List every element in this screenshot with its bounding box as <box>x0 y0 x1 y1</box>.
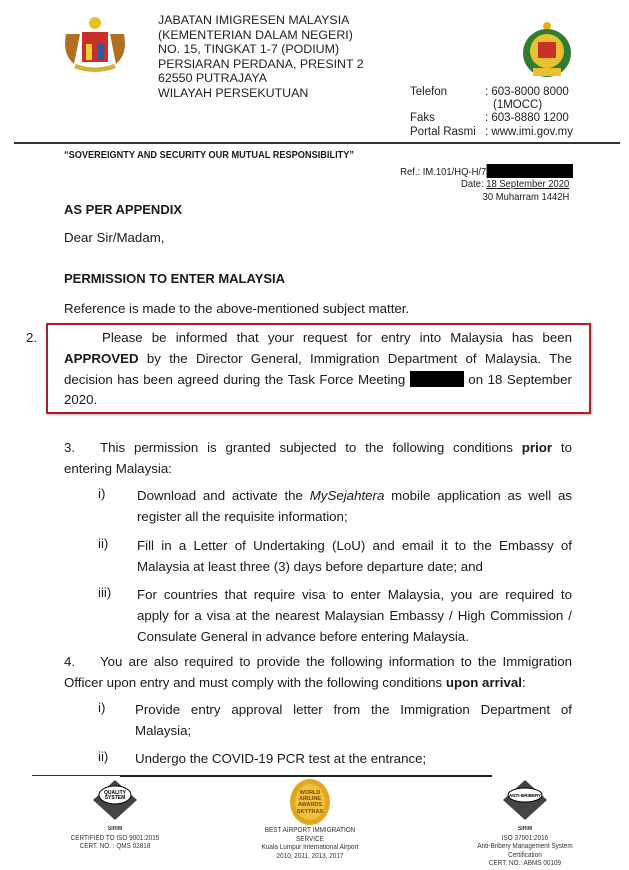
skytrax-award-medal <box>289 778 331 826</box>
reference-number <box>400 164 573 178</box>
text: on 18 September 2020. <box>64 371 572 408</box>
contact-label <box>410 99 485 112</box>
text: For countries that require visa to enter Malaysia, you are required to apply for a visa at the nearest Malaysian Embassy / High Commission / Consulate General in advance before entering Malaysia. <box>137 587 572 644</box>
svg-text:QUALITY: QUALITY <box>104 790 126 796</box>
paragraph-number: 2. <box>26 330 38 345</box>
paragraph-number: 3. <box>64 440 76 455</box>
cert-line: CERT. NO.: ABMS 00109 <box>488 858 562 867</box>
address-line: (KEMENTERIAN DALAM NEGERI) <box>158 27 353 42</box>
svg-text:ANTI-BRIBERY: ANTI-BRIBERY <box>508 793 542 798</box>
malaysia-coat-of-arms-logo <box>60 14 130 76</box>
text: : <box>521 674 526 690</box>
cert-line: ISO 37001:2016 <box>501 832 549 842</box>
text: to entering Malaysia: <box>64 440 572 476</box>
sender-address <box>158 13 364 101</box>
text: This permission is granted subjected to the following conditions <box>100 440 522 455</box>
approved-text: APPROVED <box>64 350 139 366</box>
award-line: Kuala Lumpur International Airport <box>261 842 359 851</box>
upon-arrival-text: upon arrival <box>445 674 522 690</box>
item-number: i) <box>98 486 106 501</box>
text: Download and activate the <box>137 488 310 503</box>
subject-heading: PERMISSION TO ENTER MALAYSIA <box>64 271 286 286</box>
skytrax-badge-text: WORLD AIRLINE AWARDS SKYTRAX <box>296 790 324 815</box>
contact-label: Faks <box>410 112 435 125</box>
date-label: Date: <box>460 178 486 190</box>
anti-bribery-badge-icon <box>503 780 547 820</box>
contact-label: Telefon <box>410 86 448 98</box>
skytrax-award <box>240 778 380 860</box>
addressee: AS PER APPENDIX <box>64 202 182 217</box>
redaction <box>487 164 573 178</box>
iso-9001-certification <box>60 780 170 851</box>
quality-system-badge-icon <box>93 780 137 820</box>
date-value: 18 September 2020 <box>485 178 569 190</box>
org: SIRIM <box>107 826 123 832</box>
condition-item <box>98 536 572 578</box>
immigration-department-logo <box>518 20 576 80</box>
cert-line: Anti-Bribery Management System Certification <box>477 841 573 859</box>
paragraph-4 <box>64 652 572 694</box>
address-line: PERSIARAN PERDANA, PRESINT 2 <box>158 56 364 71</box>
svg-text:SYSTEM: SYSTEM <box>104 795 126 801</box>
item-number: ii) <box>98 536 109 551</box>
fax-value: : 603-8880 1200 <box>485 112 569 125</box>
address-line: WILAYAH PERSEKUTUAN <box>158 85 309 100</box>
iso-37001-certification <box>460 780 590 868</box>
org: SIRIM <box>517 826 533 832</box>
arrival-item <box>98 749 572 770</box>
award-line: 2010, 2011, 2013, 2017 <box>276 850 344 860</box>
paragraph-2 <box>26 328 572 411</box>
address-line: JABATAN IMIGRESEN MALAYSIA <box>158 13 350 27</box>
contact-label: Portal Rasmi <box>410 125 476 138</box>
hijri-date: 30 Muharram 1442H <box>482 191 569 203</box>
text: You are also required to provide the following information to the Immigration Officer upon entry and must comply with the following conditions <box>64 654 572 690</box>
paragraph-number: 4. <box>64 654 76 669</box>
arrival-item <box>98 700 572 742</box>
intro-paragraph: Reference is made to the above-mentioned subject matter. <box>64 301 410 316</box>
footer-divider <box>120 775 492 777</box>
salutation: Dear Sir/Madam, <box>64 230 165 245</box>
condition-item <box>98 585 572 647</box>
text: by the Director General, Immigration Department of Malaysia. The decision has been agreed during the Task Force Meeting <box>64 350 572 387</box>
app-name: MySejahtera <box>309 488 385 503</box>
portal-value[interactable]: : www.imi.gov.my <box>485 125 573 138</box>
item-number: i) <box>98 700 106 715</box>
phone-note: (1MOCC) <box>493 99 543 112</box>
text: mobile application as well as register all the requisite information; <box>137 488 572 524</box>
paragraph-3 <box>64 438 572 480</box>
text: Provide entry approval letter from the Immigration Department of Malaysia; <box>135 702 572 738</box>
address-line: 62550 PUTRAJAYA <box>158 71 268 86</box>
address-line: NO. 15, TINGKAT 1-7 (PODIUM) <box>158 42 340 57</box>
condition-item <box>98 486 572 528</box>
redaction <box>410 371 464 387</box>
contact-info <box>410 86 573 139</box>
item-number: iii) <box>98 585 112 600</box>
ref-text: Ref.: IM.101/HQ-H/7 <box>400 166 487 178</box>
award-line: BEST AIRPORT IMMIGRATION SERVICE <box>264 825 356 843</box>
text: Please be informed that your request for entry into Malaysia has been <box>102 330 572 345</box>
header-divider <box>14 142 620 144</box>
phone-value: : 603-8000 8000 <box>485 86 569 98</box>
cert-line: CERTIFIED TO ISO 9001:2015 <box>70 832 160 842</box>
prior-text: prior <box>521 440 553 455</box>
letter-date <box>461 178 569 190</box>
cert-line: CERT. NO. : QMS 02818 <box>79 841 151 850</box>
item-number: ii) <box>98 749 109 764</box>
text: Undergo the COVID-19 PCR test at the entrance; <box>135 751 427 766</box>
text: Fill in a Letter of Undertaking (LoU) and email it to the Embassy of Malaysia at least three (3) days before departure date; and <box>137 538 572 574</box>
slogan: “SOVEREIGNTY AND SECURITY OUR MUTUAL RESPONSIBILITY” <box>64 150 355 161</box>
